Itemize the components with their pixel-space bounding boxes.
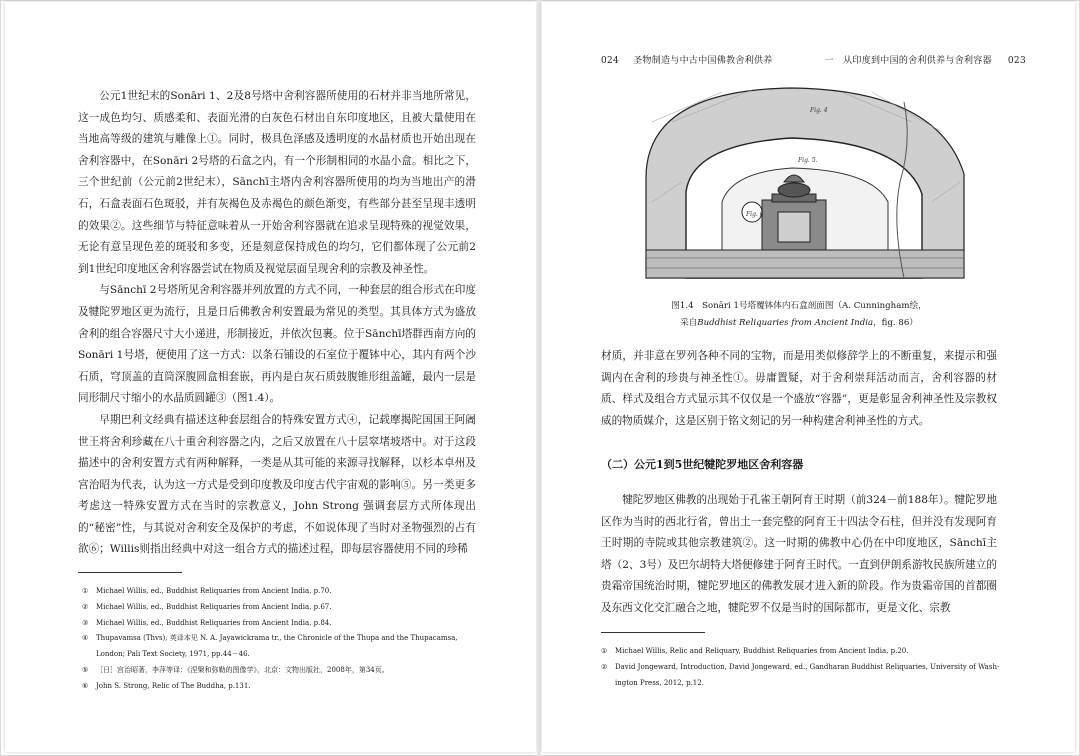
- crystal-jar: [778, 212, 810, 242]
- figure-label: Fig. 6: [746, 211, 764, 218]
- section-heading: （二）公元1到5世纪犍陀罗地区舍利容器: [601, 458, 804, 471]
- footnote: ③ Michael Willis, ed., Buddhist Reliquaries from Ancient India, p.84.: [82, 618, 332, 627]
- right-section-text: [601, 490, 997, 620]
- left-footnotes: [82, 584, 458, 695]
- footnote: ① Michael Willis, Relic and Reliquary, Buddhist Reliquaries from Ancient India, p.20.: [601, 647, 909, 655]
- footnote: ② Michael Willis, ed., Buddhist Reliquaries from Ancient India, p.67.: [82, 602, 332, 611]
- left-page-number: 023: [1007, 56, 1026, 66]
- left-running-header: [825, 53, 1027, 66]
- paragraph: 公元1世纪末的Sonāri 1、2及8号塔中舍利容器所使用的石材并非当地所常见，这一成色均匀、质感柔和、表面光滑的白灰色石材出自东印度地区，且被大量使用在当地高等级的建筑与雕像上①。同时，极具色泽感及透明度的水晶材质也开始出现在舍利容器中，在Sonāri 2号塔的石盒之内，有一个形制相同的水晶小盒。相比之下，三个世纪前（公元前2世纪末），Sānchī主塔内舍利容器所使用的均为当地出产的滑石，石盒表面石色斑驳，并有灰褐色及赤褐色的颜色渐变，有些部分甚至呈现丰透明的效果②。这些细节与特征意味着从一开始舍利容器就在追求呈现特殊的视觉效果，无论有意呈现色差的斑驳和多变，还是刻意保持成色的均匀，它们都体现了公元前2到1世纪印度地区舍利容器尝试在物质及视觉层面呈现舍利的宗教及神圣性。: [78, 90, 476, 275]
- paragraph: 犍陀罗地区佛教的出现始于孔雀王朝阿育王时期（前324－前188年）。犍陀罗地区作为当时的西北行省，曾出土一套完整的阿育王十四法令石柱，但并没有发现阿育王时期的寺院或其他宗教建筑②。这一时期的佛教中心仍在中印度地区，Sānchī主塔（2、3号）及巴尔胡特大塔便修建于阿育王时代。一直到伊朗系游牧民族所建立的贵霜帝国统治时期，犍陀罗地区的佛教发展才进入新的阶段。作为贵霜帝国的首都圈及东西文化交汇融合之地，犍陀罗不仅是当时的国际都市，更是文化、宗教: [601, 494, 997, 614]
- left-footnote-rule: [78, 572, 182, 573]
- figure-label: Fig. 4: [810, 107, 828, 114]
- figure-caption: [601, 298, 997, 332]
- footnote-continuation: London; Pali Text Society, 1971, pp.44－46.: [96, 650, 250, 659]
- left-running-head-text: 一 从印度到中国的舍利供养与舍利容器: [824, 56, 992, 66]
- paragraph: 与Sānchī 2号塔所见舍利容器并列放置的方式不同，一种套层的组合形式在印度及犍陀罗地区更为流行，且是日后佛教舍利安置最为常见的类型。其具体方式为盛放舍利的组合容器尺寸大小递进，形制接近，并依次包裹。位于Sānchī塔群西南方向的Sonāri 1号塔，便使用了这一方式：以条石铺设的石室位于覆钵中心，其内有两个沙石质，穹顶盖的直筒深腹圆盒相套嵌，再内是白灰石质鼓腹锥形组盖罐，最内一层是同形制尺寸缩小的水晶质圆罐③（图1.4）。: [78, 284, 476, 405]
- left-body-text: [78, 86, 476, 561]
- book-gutter: [537, 0, 541, 756]
- figure-label: Fig. 5.: [798, 157, 818, 164]
- footnote-continuation: ington Press, 2012, p.12.: [615, 678, 704, 687]
- right-running-header: [601, 53, 773, 66]
- paragraph: 材质，并非意在罗列各种不同的宝物，而是用类似修辞学上的不断重复，来提示和强调内在舍利的珍贵与神圣性①。毋庸置疑，对于舍利崇拜活动而言，舍利容器的材质、样式及组合方式显示其不仅仅是一个盛放“容器”，更是彰显舍利神圣性及宗教权威的物质媒介，这是区别于铭文刻记的另一种构建舍利神圣性的方式。: [601, 350, 997, 427]
- footnote: ⑤ ［日］宫治昭著，李萍等译：《涅槃和弥勒的图像学》，北京：文物出版社，2008年，第34页。: [82, 665, 389, 674]
- right-footnote-rule: [601, 632, 705, 633]
- stupa-section-figure: [642, 82, 980, 282]
- paragraph: 早期巴利文经典有描述这种套层组合的特殊安置方式④，记载摩揭陀国国王阿阇世王将舍利珍藏在八十重舍利容器之内，之后又放置在八十层窣堵坡塔中。对于这段描述中的舍利安置方式有两种解释，一类是从其可能的来源寻找解释，以杉本卓州及宫治昭为代表，认为这一方式是受到印度教及印度古代宇宙观的影响⑤。另一类更多考虑这一特殊安置方式在当时的宗教意义，John Strong 强调套层方式所体现出的“秘密”性，与其说对舍利安全及保护的考虑，不如说体现了当时对圣物强烈的占有欲⑥；Willis则指出经典中对这一组合方式的描述过程，即每层容器使用不同的珍稀: [78, 413, 476, 556]
- right-footnotes: [601, 644, 999, 691]
- right-body-text: [601, 346, 997, 432]
- footnote: ② David Jongeward, Introduction, David Jongeward, ed., Gandharan Buddhist Reliquaries, University of Wash-: [601, 662, 1000, 671]
- right-page-number: 024: [601, 56, 620, 66]
- footnote: ⑥ John S. Strong, Relic of The Buddha, p.131.: [82, 681, 251, 690]
- caption-line-2: 采自Buddhist Reliquaries from Ancient India，fig. 86）: [680, 318, 918, 328]
- reliquary-jar-lid: [778, 183, 810, 197]
- footnote: ④ Thupavamsa (Thvs), 英译本见 N. A. Jayawickrama tr., the Chronicle of the Thupa and the Thupacamsa,: [82, 634, 458, 643]
- caption-line-1: 图1.4 Sonāri 1号塔覆钵体内石盒剖面图（A. Cunningham绘，: [671, 301, 927, 311]
- footnote: ① Michael Willis, ed., Buddhist Reliquaries from Ancient India, p.70.: [82, 587, 332, 595]
- base-slab: [646, 250, 964, 278]
- right-running-head-text: 圣物制造与中古中国佛教舍利供养: [633, 56, 773, 66]
